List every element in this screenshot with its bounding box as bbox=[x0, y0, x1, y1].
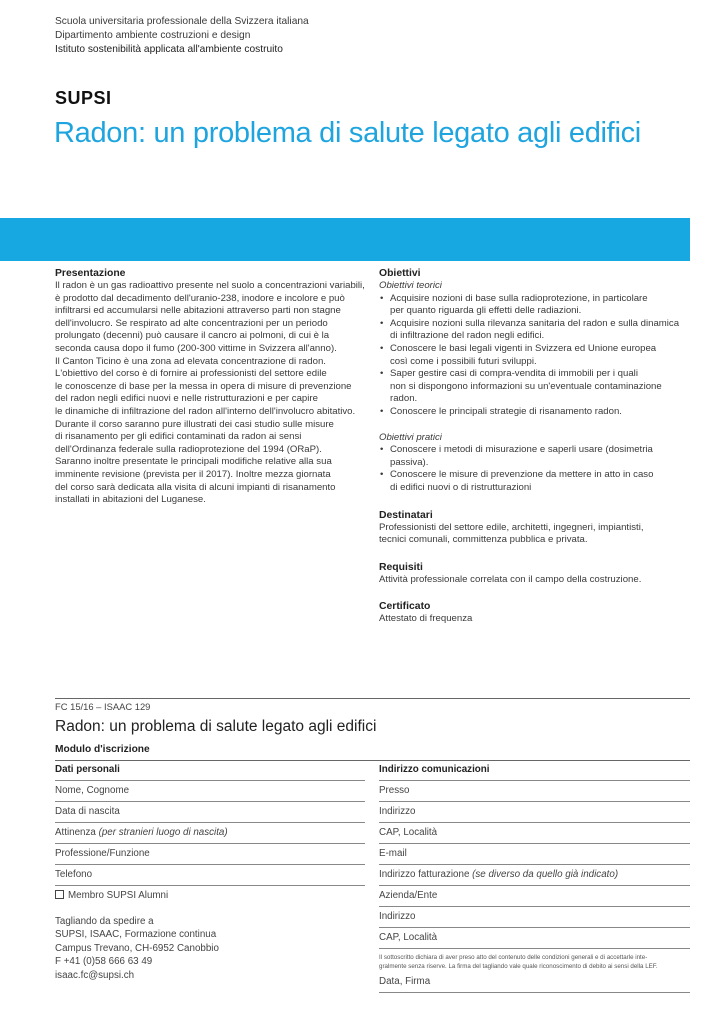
telefono-field[interactable]: Telefono bbox=[55, 865, 365, 886]
text-line: Durante il corso saranno pure illustrati dei casi studio sulle misure bbox=[55, 418, 334, 430]
list-item-line: radon. bbox=[390, 393, 418, 405]
membro-alumni-checkbox[interactable] bbox=[55, 890, 64, 899]
data-firma-field[interactable]: Data, Firma bbox=[379, 972, 690, 993]
fatturazione-note: (se diverso da quello già indicato) bbox=[472, 869, 619, 880]
department-line: Dipartimento ambiente costruzioni e design bbox=[55, 30, 251, 41]
text-line: imminente revisione (prevista per il 2017). Inoltre mezza giornata bbox=[55, 468, 331, 480]
legal-note bbox=[379, 953, 690, 971]
obiettivi-pratici-list bbox=[379, 444, 689, 494]
text-line: installati in abitazioni del Luganese. bbox=[55, 494, 206, 506]
fatturazione-field[interactable] bbox=[379, 865, 690, 886]
obiettivi-section bbox=[379, 267, 689, 495]
list-item bbox=[379, 343, 689, 368]
presentazione-section bbox=[55, 267, 367, 507]
list-item-line: • Acquisire nozioni di base sulla radioprotezione, in particolare bbox=[390, 292, 648, 304]
professione-field[interactable]: Professione/Funzione bbox=[55, 844, 365, 865]
institution-block bbox=[55, 15, 309, 57]
membro-alumni-row[interactable] bbox=[55, 886, 365, 906]
list-item bbox=[379, 368, 689, 406]
legal-note-line: Il sottoscritto dichiara di aver preso atto del contenuto delle condizioni generali e di accettarle inte- bbox=[379, 954, 648, 961]
destinatari-heading: Destinatari bbox=[379, 509, 433, 521]
presso-field[interactable]: Presso bbox=[379, 781, 690, 802]
send-email: isaac.fc@supsi.ch bbox=[55, 969, 135, 981]
text-line: del radon negli edifici nuovi e nelle ristrutturazioni e per capire bbox=[55, 393, 318, 405]
obiettivi-pratici-label: Obiettivi pratici bbox=[379, 431, 442, 443]
list-item bbox=[379, 469, 689, 494]
obiettivi-teorici-list bbox=[379, 293, 689, 419]
text-line: le dinamiche di infiltrazione del radon all'interno dell'involucro abitativo. bbox=[55, 405, 356, 417]
obiettivi-teorici-label: Obiettivi teorici bbox=[379, 280, 442, 291]
list-item-line: • Acquisire nozioni sulla rilevanza sanitaria del radon e sulla dinamica bbox=[390, 317, 680, 329]
page-title: Radon: un problema di salute legato agli edifici bbox=[54, 117, 641, 149]
azienda-field[interactable]: Azienda/Ente bbox=[379, 886, 690, 907]
attinenza-note: (per stranieri luogo di nascita) bbox=[98, 827, 228, 838]
list-item-line: di edifici nuovi o di ristrutturazioni bbox=[390, 481, 532, 493]
text-line: tecnici comunali, committenza pubblica e privata. bbox=[379, 534, 588, 546]
send-line: Tagliando da spedire a bbox=[55, 916, 154, 927]
list-item-line: passiva). bbox=[390, 456, 429, 468]
destinatari-text bbox=[379, 522, 689, 547]
certificato-text: Attestato di frequenza bbox=[379, 613, 473, 625]
list-item-line: • Saper gestire casi di compra-vendita di immobili per i quali bbox=[390, 368, 638, 380]
data-nascita-field[interactable]: Data di nascita bbox=[55, 802, 365, 823]
form-title: Radon: un problema di salute legato agli edifici bbox=[55, 718, 377, 735]
indirizzo-fatturazione-field[interactable]: Indirizzo bbox=[379, 907, 690, 928]
list-item bbox=[379, 318, 689, 343]
text-line: prolungato (decenni) può causare il cancro ai polmoni, di cui è la bbox=[55, 330, 330, 342]
dati-personali-column bbox=[55, 760, 365, 982]
certificato-heading: Certificato bbox=[379, 601, 431, 613]
text-line: dell'involucro. Se respirato ad alte concentrazioni per un periodo bbox=[55, 317, 328, 329]
list-item-line: non si dispongono informazioni su un'eventuale contaminazione bbox=[390, 380, 662, 392]
supsi-logo: SUPSI bbox=[55, 88, 112, 108]
certificato-section bbox=[379, 600, 689, 626]
list-item-line: per quanto riguarda gli effetti delle radiazioni. bbox=[390, 305, 582, 317]
list-item-line: • Conoscere i metodi di misurazione e saperli usare (dosimetria bbox=[390, 444, 653, 456]
requisiti-section bbox=[379, 561, 689, 587]
text-line: seconda causa dopo il fumo (200-300 vittime in Svizzera all'anno). bbox=[55, 342, 337, 354]
indirizzo-column bbox=[379, 760, 690, 993]
send-line: F +41 (0)58 666 63 49 bbox=[55, 956, 153, 968]
text-line: le conoscenze di base per la messa in opera di misure di prevenzione bbox=[55, 380, 352, 392]
form-columns bbox=[55, 760, 690, 1010]
text-line: dell'Ordinanza federale sulla radioprotezione del 1994 (ORaP). bbox=[55, 443, 322, 455]
send-line: Campus Trevano, CH-6952 Canobbio bbox=[55, 942, 219, 954]
list-item-line: così come i possibili futuri sviluppi. bbox=[390, 355, 537, 367]
text-line: del corso sarà dedicata alla visita di alcuni impianti di risanamento bbox=[55, 481, 336, 493]
text-line: di risanamento per gli edifici contaminati da radon ai sensi bbox=[55, 431, 302, 443]
text-line: Saranno inoltre presentate le principali modifiche relative alla sua bbox=[55, 456, 332, 468]
list-item bbox=[379, 293, 689, 318]
text-line: infiltrarsi ed accumularsi nelle abitazioni attraverso parti non stagne bbox=[55, 305, 341, 317]
email-field[interactable]: E-mail bbox=[379, 844, 690, 865]
right-column bbox=[379, 267, 689, 640]
institution-line: Scuola universitaria professionale della Svizzera italiana bbox=[55, 16, 309, 27]
attinenza-field[interactable] bbox=[55, 823, 365, 844]
send-to-block bbox=[55, 915, 365, 982]
presentazione-text bbox=[55, 280, 367, 507]
attinenza-label: Attinenza bbox=[55, 827, 96, 838]
fatturazione-label: Indirizzo fatturazione bbox=[379, 869, 470, 880]
requisiti-heading: Requisiti bbox=[379, 561, 423, 573]
list-item-line: • Conoscere le misure di prevenzione da mettere in atto in caso bbox=[390, 469, 654, 481]
legal-note-line: gralmente senza riserve. La firma del tagliando vale quale riconoscimento di debito ai sensi della LEF. bbox=[379, 963, 658, 970]
presentazione-heading: Presentazione bbox=[55, 268, 126, 279]
list-item-line: • Conoscere le basi legali vigenti in Svizzera ed Unione europea bbox=[390, 342, 657, 354]
blue-band bbox=[0, 218, 690, 261]
institute-line: Istituto sostenibilità applicata all'ambiente costruito bbox=[55, 44, 283, 55]
cap-localita-field[interactable]: CAP, Località bbox=[379, 823, 690, 844]
registration-form bbox=[55, 698, 690, 1010]
indirizzo-comunicazioni-heading: Indirizzo comunicazioni bbox=[379, 760, 690, 781]
membro-alumni-label: Membro SUPSI Alumni bbox=[68, 890, 169, 901]
text-line: L'obiettivo del corso è di fornire ai professionisti del settore edile bbox=[55, 368, 327, 380]
modulo-heading: Modulo d'iscrizione bbox=[55, 744, 150, 755]
requisiti-text: Attività professionale correlata con il campo della costruzione. bbox=[379, 573, 642, 585]
list-item bbox=[379, 406, 689, 419]
cap-localita-fatturazione-field[interactable]: CAP, Località bbox=[379, 928, 690, 949]
text-line: è prodotto dal decadimento dell'uranio-238, inodore e incolore e può bbox=[55, 292, 345, 304]
obiettivi-heading: Obiettivi bbox=[379, 268, 421, 279]
send-line: SUPSI, ISAAC, Formazione continua bbox=[55, 929, 217, 941]
list-item bbox=[379, 444, 689, 469]
indirizzo-field[interactable]: Indirizzo bbox=[379, 802, 690, 823]
text-line: Il radon è un gas radioattivo presente nel suolo a concentrazioni variabili, bbox=[55, 280, 365, 291]
list-item-line: di infiltrazione del radon negli edifici. bbox=[390, 330, 545, 342]
course-code: FC 15/16 – ISAAC 129 bbox=[55, 701, 151, 712]
destinatari-section bbox=[379, 509, 689, 547]
text-line: Il Canton Ticino è una zona ad elevata concentrazione di radon. bbox=[55, 355, 326, 367]
dati-personali-heading: Dati personali bbox=[55, 760, 365, 781]
text-line: Professionisti del settore edile, architetti, ingegneri, impiantisti, bbox=[379, 521, 644, 533]
nome-field[interactable]: Nome, Cognome bbox=[55, 781, 365, 802]
list-item-line: • Conoscere le principali strategie di risanamento radon. bbox=[390, 405, 622, 417]
